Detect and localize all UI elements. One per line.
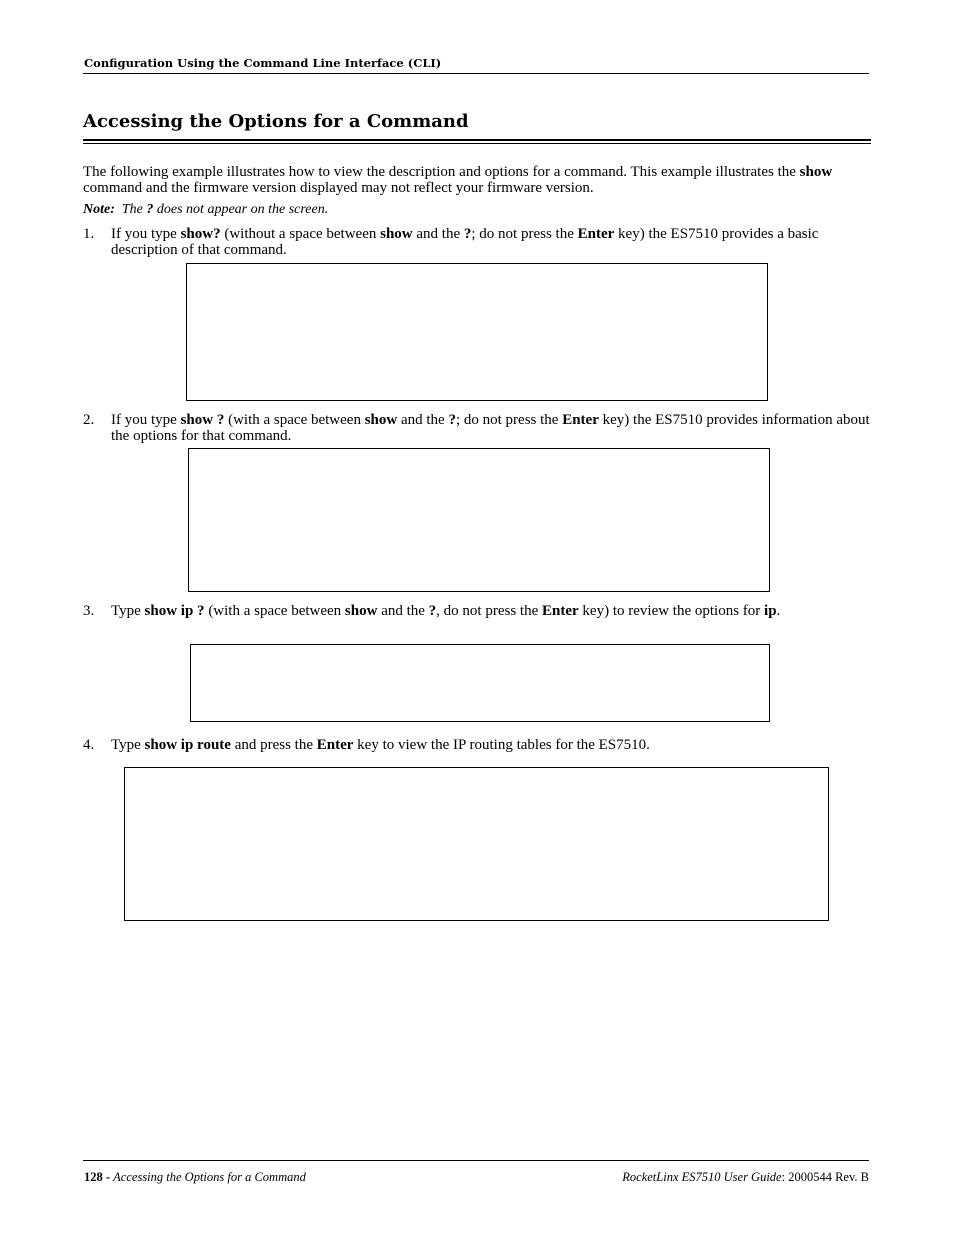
step-bold-term: show ip ?	[144, 603, 205, 619]
running-header: Configuration Using the Command Line Interface (CLI)	[84, 56, 442, 70]
step-2	[83, 412, 873, 444]
intro-text: The following example illustrates how to view the description and options for a command. This example illustrates the	[83, 164, 800, 180]
cli-screenshot-box	[124, 767, 829, 921]
step-4	[83, 737, 873, 753]
page-number: 128 -	[84, 1170, 114, 1184]
note-text: The	[121, 202, 147, 217]
step-number: 2.	[83, 412, 95, 428]
step-text-run: .	[776, 603, 781, 619]
cli-screenshot-box	[186, 263, 768, 401]
step-bold-term: show	[380, 226, 413, 242]
step-text-run: Type	[111, 737, 145, 753]
step-bold-term: ?	[428, 603, 437, 619]
step-text	[111, 603, 873, 619]
step-bold-term: show	[364, 412, 398, 428]
step-text-run: (without a space between	[220, 226, 381, 242]
step-bold-term: ?	[448, 412, 456, 428]
intro-paragraph	[83, 164, 873, 196]
section-title: Accessing the Options for a Command	[83, 111, 469, 132]
step-text-run: If you type	[111, 226, 181, 242]
step-text-run: key) to review the options for	[578, 603, 765, 619]
footer-left	[84, 1170, 306, 1185]
intro-bold-show: show	[799, 164, 833, 180]
title-divider	[83, 139, 871, 144]
step-bold-term: show?	[180, 226, 221, 242]
step-bold-term: show	[344, 603, 378, 619]
step-text-run: and the	[377, 603, 429, 619]
step-number: 1.	[83, 226, 95, 242]
step-text-run: and the	[412, 226, 464, 242]
header-divider	[83, 73, 869, 74]
step-text-run: key) the ES7510 provides a basic description of that command.	[111, 226, 819, 258]
footer-divider	[83, 1160, 869, 1161]
note-text-end: does not appear on the screen.	[153, 202, 329, 217]
step-bold-term: Enter	[577, 226, 615, 242]
note-label: Note:	[83, 202, 115, 217]
step-bold-term: show ip route	[144, 737, 231, 753]
step-number: 3.	[83, 603, 95, 619]
step-bold-term: show ?	[180, 412, 225, 428]
cli-screenshot-box	[188, 448, 770, 592]
step-bold-term: ?	[463, 226, 472, 242]
note	[83, 202, 328, 218]
step-text-run: If you type	[111, 412, 181, 428]
step-text-run: (with a space between	[224, 412, 365, 428]
step-number: 4.	[83, 737, 95, 753]
step-text-run: Type	[111, 603, 145, 619]
step-bold-term: Enter	[316, 737, 354, 753]
step-text-run: and the	[397, 412, 449, 428]
step-text-run: and press the	[230, 737, 317, 753]
cli-screenshot-box	[190, 644, 770, 722]
intro-text-end: command and the firmware version displayed may not reflect your firmware version.	[83, 180, 594, 196]
step-text	[111, 412, 873, 444]
step-text	[111, 226, 873, 258]
step-bold-term: ip	[764, 603, 777, 619]
footer-right	[622, 1170, 869, 1185]
step-text-run: ; do not press the	[471, 226, 578, 242]
step-text-run: key to view the IP routing tables for the ES7510.	[353, 737, 650, 753]
step-text-run: (with a space between	[204, 603, 345, 619]
step-bold-term: Enter	[562, 412, 599, 428]
note-symbol: ?	[146, 202, 154, 217]
step-text-run: key) the ES7510 provides information about the options for that command.	[111, 412, 870, 444]
step-3	[83, 603, 873, 619]
step-text-run: ; do not press the	[455, 412, 563, 428]
step-1	[83, 226, 873, 258]
step-text	[111, 737, 873, 753]
step-text-run: , do not press the	[436, 603, 542, 619]
footer-doc-id: : 2000544 Rev. B	[781, 1170, 869, 1184]
step-bold-term: Enter	[542, 603, 579, 619]
footer-product: RocketLinx ES7510 User Guide	[622, 1170, 782, 1184]
footer-section-title: Accessing the Options for a Command	[113, 1170, 306, 1184]
